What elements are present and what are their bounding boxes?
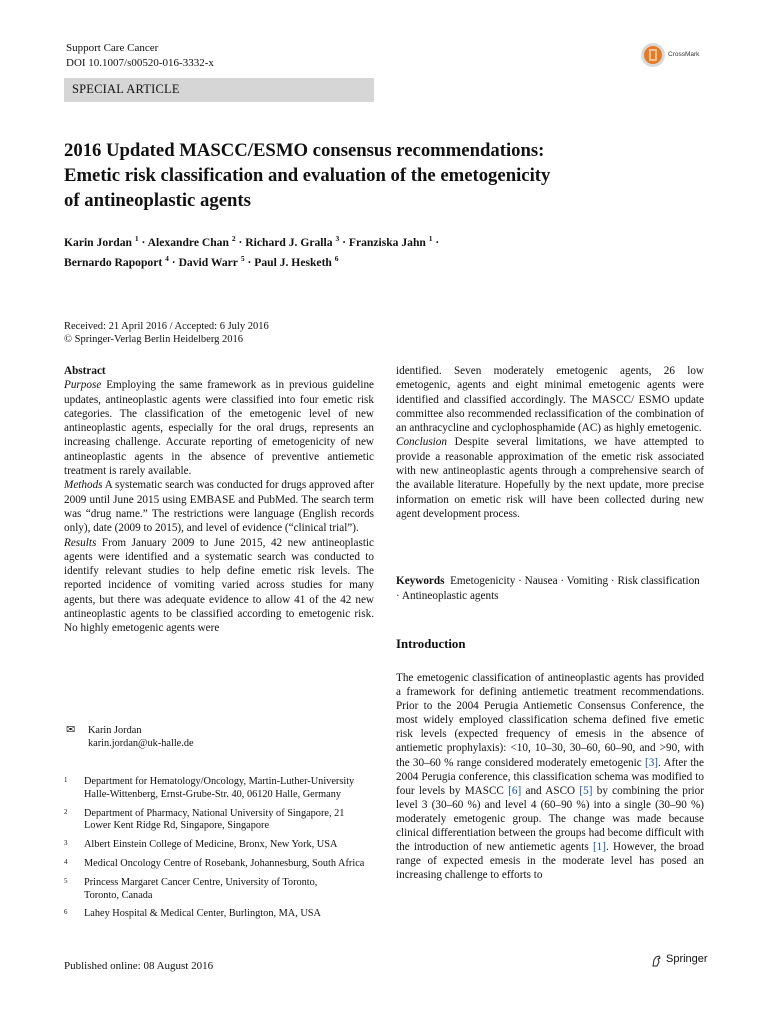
abstract-methods [64, 478, 374, 535]
author-name[interactable]: Bernardo Rapoport [64, 255, 163, 269]
citation-link[interactable]: [1] [592, 841, 606, 854]
affiliation-line: Toronto, Canada [84, 889, 153, 901]
conclusion-label: Conclusion [396, 436, 447, 449]
methods-text: A systematic search was conducted for drugs approved after 2009 until June 2015 using EMBASE and PubMed. The search term was “drug name.” The restrictions were language (English records only), date (2009 to 2015), and level of evidence (“clinical trial”). [64, 479, 374, 535]
introduction-heading: Introduction [396, 637, 466, 651]
abstract-heading: Abstract [64, 365, 106, 377]
springer-logo [650, 952, 710, 968]
intro-text: and ASCO [521, 784, 580, 797]
author-affil-ref: 4 [165, 253, 169, 263]
abstract-results [64, 536, 374, 636]
article-type-banner [64, 78, 374, 102]
purpose-label: Purpose [64, 379, 102, 392]
affiliation-line: Lahey Hospital & Medical Center, Burlington, MA, USA [84, 908, 321, 920]
published-date: Published online: 08 August 2016 [64, 960, 214, 972]
title-line: 2016 Updated MASCC/ESMO consensus recommendations: [64, 140, 545, 161]
abstract-conclusion [396, 435, 704, 521]
title-line: Emetic risk classification and evaluation of the emetogenicity [64, 165, 551, 186]
citation-link[interactable]: [6] [508, 784, 522, 797]
received-accepted: Received: 21 April 2016 / Accepted: 6 July 2016 [64, 321, 269, 332]
abstract-right-column [396, 364, 704, 521]
affiliation-line: Department for Hematology/Oncology, Martin-Luther-University [84, 776, 355, 787]
author-affil-ref: 6 [334, 253, 339, 263]
abstract-left-column [64, 364, 374, 636]
author-sep: · [138, 235, 148, 249]
author-affil-ref: 1 [428, 234, 433, 243]
conclusion-text: Despite several limitations, we have attempted to provide a reasonable approximation of the emetic risk associated with new antineoplastic agents through a comprehensive search of the available literature. Hopefully by the next update, more precise information on emetic risk will have been collected during new agent development process. [396, 436, 705, 520]
introduction-text [396, 671, 704, 882]
springer-label: Springer [666, 953, 708, 965]
affiliation-number: 1 [64, 776, 68, 784]
results-label: Results [64, 536, 97, 549]
keywords [396, 574, 704, 604]
author-name[interactable]: Alexandre Chan [147, 235, 229, 249]
keywords-label: Keywords [396, 575, 445, 587]
affiliation-number: 5 [64, 876, 68, 885]
author-sep: · [244, 255, 255, 269]
crossmark-label: CrossMark [668, 51, 700, 58]
springer-horse-icon [650, 954, 664, 968]
affiliation-line: Albert Einstein College of Medicine, Bronx, New York, USA [84, 839, 338, 851]
article-type-label: SPECIAL ARTICLE [72, 82, 180, 96]
crossmark-logo[interactable] [640, 42, 720, 68]
article-dates [64, 320, 269, 346]
doi[interactable]: DOI 10.1007/s00520-016-3332-x [66, 57, 214, 69]
author-sep: · [432, 235, 440, 249]
affiliation-line: Lower Kent Ridge Rd, Singapore, Singapore [84, 820, 270, 832]
affiliation-line: Medical Oncology Centre of Rosebank, Johannesburg, South Africa [84, 857, 365, 869]
author-sep: · [339, 235, 349, 249]
copyright: © Springer-Verlag Berlin Heidelberg 2016 [64, 334, 244, 345]
affiliation-number: 2 [64, 807, 68, 816]
correspondence-email[interactable]: karin.jordan@uk-halle.de [88, 738, 194, 749]
affiliation-item [64, 839, 374, 852]
author-name[interactable]: Karin Jordan [64, 235, 132, 249]
author-affil-ref: 5 [240, 253, 245, 263]
author-sep: · [235, 235, 246, 249]
keywords-text: Emetogenicity · Nausea · Vomiting · Risk classification · Antineoplastic agents [396, 575, 700, 602]
affiliation-item [64, 877, 374, 903]
affiliation-item [64, 776, 374, 802]
title-line: of antineoplastic agents [64, 190, 251, 211]
affiliation-item [64, 808, 374, 834]
author-name[interactable]: David Warr [178, 255, 238, 269]
affiliation-line: Department of Pharmacy, National University of Singapore, 21 [84, 807, 345, 819]
intro-text: The emetogenic classification of antineoplastic agents has provided a framework for defining antiemetic treatment recommendations. Prior to the 2004 Perugia Antiemetic Consensus Conference, the most widely employed classification schema defined five emetic risk levels (expected frequency of emesis in the absence of antiemetic prophylaxis): <10, 10–30, 30–60, 60–90, and >90, with the 30–60 % range considered moderately emetogenic [396, 672, 704, 769]
affiliation-line: Princess Margaret Cancer Centre, University of Toronto, [84, 876, 318, 888]
citation-link[interactable]: [5] [579, 784, 593, 797]
author-name[interactable]: Richard J. Gralla [245, 235, 333, 249]
citation-link[interactable]: [3] [644, 756, 659, 769]
author-name[interactable]: Paul J. Hesketh [254, 255, 332, 269]
abstract-purpose [64, 378, 374, 478]
intro-text: . After the 2004 Perugia conference, this classification schema was modified to four levels by MASCC [396, 756, 704, 797]
author-list [64, 231, 534, 271]
article-title [64, 138, 704, 213]
author-name[interactable]: Franziska Jahn [348, 235, 426, 249]
author-affil-ref: 2 [231, 234, 236, 243]
affiliation-number: 6 [64, 908, 68, 917]
results-text: From January 2009 to June 2015, 42 new antineoplastic agents were identified and a systematic search was conducted to identify relevant studies to help define emetic risk levels. The reported incidence of vomiting varied across studies for many agents, but there was adequate evidence to allow 41 of the 42 new antineoplastic agents to be classified according to emetogenic risk. No highly emetogenic agents were [64, 536, 374, 635]
correspondence-name: Karin Jordan [88, 725, 142, 736]
author-sep: · [168, 255, 179, 269]
affiliations [64, 776, 374, 927]
affiliation-number: 4 [64, 857, 68, 866]
intro-text: by combining the prior level 3 (30–60 %) and level 4 (60–90 %) into a single (30–90 %) moderately emetogenic group. The change was made because clinical differentiation between the groups had become difficult with the introduction of new antiemetic agents [396, 784, 704, 854]
affiliation-item [64, 858, 374, 871]
affiliation-number: 3 [64, 839, 68, 848]
methods-label: Methods [64, 479, 103, 492]
author-affil-ref: 3 [335, 234, 340, 243]
purpose-text: Employing the same framework as in previous guideline updates, antineoplastic agents were classified into four emetic risk categories. The classification of the emetogenic level of new antineoplastic agents, especially for the oral drugs, represents an increasing challenge. Accurate reporting of emetogenicity of new antineoplastic agents in the absence of preventive antiemetic treatment is rarely available. [64, 379, 374, 478]
envelope-icon: ✉ [66, 724, 76, 736]
affiliation-item [64, 908, 374, 921]
intro-text: . However, the broad range of expected emesis in the moderate level has posed an increasing challenge to efforts to [396, 841, 704, 882]
journal-name: Support Care Cancer [66, 42, 159, 54]
affiliation-line: Halle-Wittenberg, Ernst-Grube-Str. 40, 06120 Halle, Germany [84, 788, 342, 800]
author-affil-ref: 1 [134, 234, 139, 243]
abstract-results-continued: identified. Seven moderately emetogenic agents, 26 low emetogenic, agents and eight minimal emetogenic agents were identified and classified accordingly. The MASCC/ ESMO update committee also recommended reclassification of the combination of an anthracycline and cyclophosphamide (AC) as highly emetogenic. [396, 365, 704, 435]
crossmark-icon [640, 42, 666, 68]
